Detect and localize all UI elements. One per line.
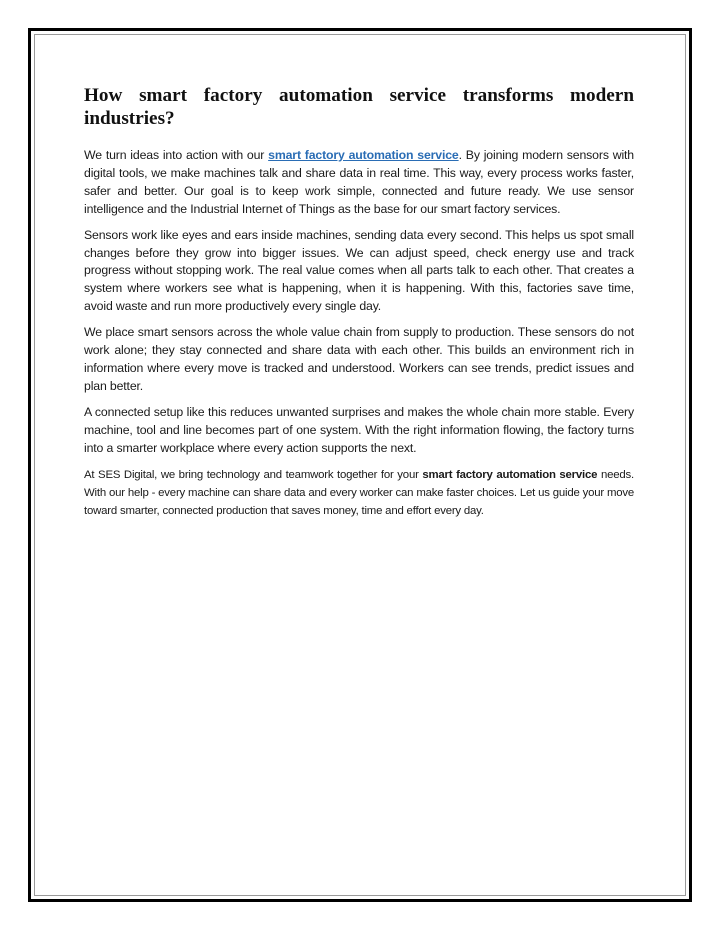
document-body — [84, 84, 634, 528]
paragraph-value-chain: We place smart sensors across the whole value chain from supply to production. These sensors do not work alone; they stay connected and share data with each other. This builds an environment rich in information where every move is tracked and understood. Workers can see trends, predict issues and plan better. — [84, 325, 634, 393]
document-title — [84, 84, 634, 130]
paragraph-ses-digital — [84, 466, 634, 520]
paragraph-connected-setup: A connected setup like this reduces unwanted surprises and makes the whole chain more stable. Every machine, tool and line becomes part of one system. With the right information flowing, the factory turns into a smarter workplace where every action supports the next. — [84, 404, 634, 455]
paragraph-intro-text-after-link: . By joining modern sensors with digital tools, we make machines talk and share data in real time. This way, every process works faster, safer and better. Our goal is to keep work simple, connected and future ready. We use sensor intelligence and the Industrial Internet of Things as the base for our smart factory services. — [84, 148, 634, 216]
bold-service-name: smart factory automation service — [422, 468, 598, 481]
document-title-line-1: How smart factory automation service transforms modern — [84, 85, 634, 106]
paragraph-intro — [84, 147, 634, 219]
document-title-line-2: industries? — [84, 108, 175, 129]
paragraph-ses-digital-text-before: At SES Digital, we bring technology and teamwork together for your — [84, 468, 423, 481]
paragraph-ses-digital-text-after: needs. With our help - every machine can share data and every worker can make faster choices. Let us guide your move toward smarter, connected production that saves money, time and effort every day. — [84, 468, 634, 517]
paragraph-intro-text-before-link: We turn ideas into action with our — [84, 148, 269, 162]
paragraph-sensors: Sensors work like eyes and ears inside machines, sending data every second. This helps us spot small changes before they grow into bigger issues. We can adjust speed, check energy use and track progress without stopping work. The real value comes when all parts talk to each other. That creates a system where workers see what is happening, when it is happening. With this, factories save time, avoid waste and run more productively every single day. — [84, 227, 634, 314]
smart-factory-automation-service-link[interactable]: smart factory automation service — [268, 148, 459, 162]
